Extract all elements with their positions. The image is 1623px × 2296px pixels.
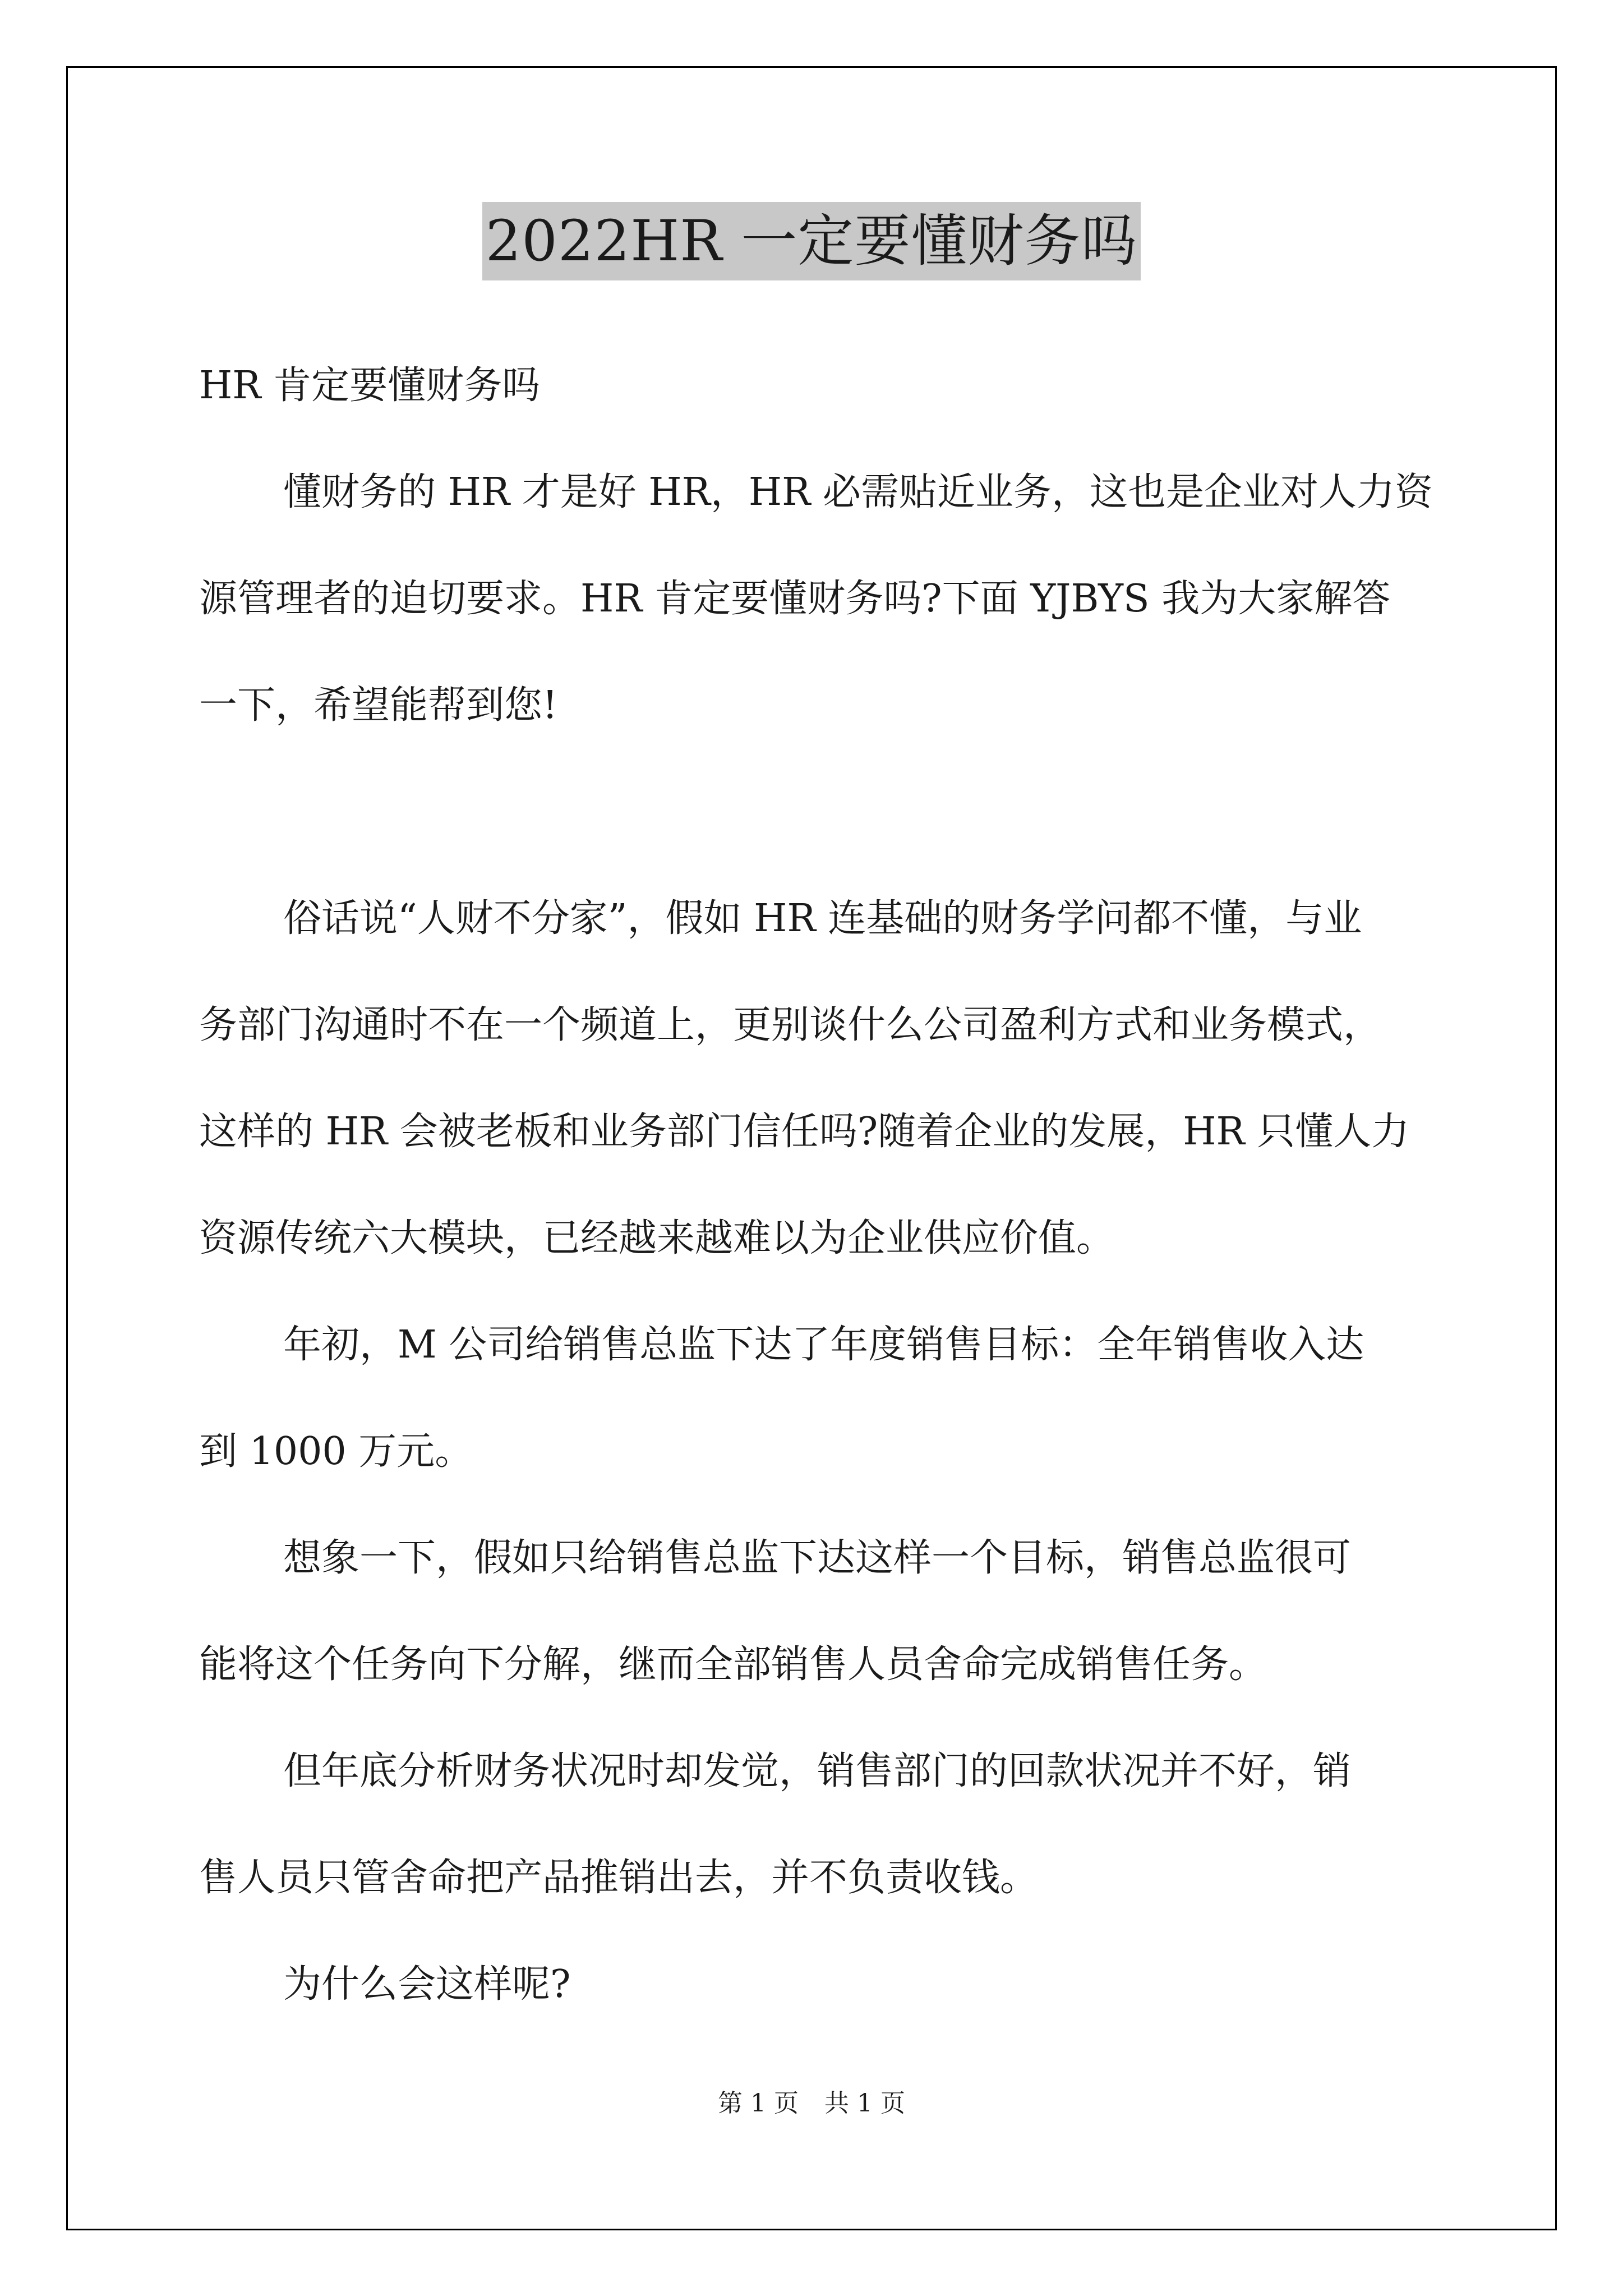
paragraph-line: 售人员只管舍命把产品推销出去，并不负责收钱。 bbox=[199, 1856, 1039, 1900]
document-title: 2022HR 一定要懂财务吗 bbox=[482, 202, 1141, 280]
paragraph-line: 一下，希望能帮到您! bbox=[199, 683, 558, 728]
paragraph-line: 为什么会这样呢? bbox=[283, 1962, 571, 2007]
paragraph-line: 这样的 HR 会被老板和业务部门信任吗?随着企业的发展，HR 只懂人力 bbox=[199, 1110, 1410, 1154]
paragraph-line: 俗话说“人财不分家”，假如 HR 连基础的财务学问都不懂，与业 bbox=[283, 896, 1362, 941]
page-total: 共 1 页 bbox=[824, 2089, 905, 2118]
paragraph-line: 资源传统六大模块，已经越来越难以为企业供应价值。 bbox=[199, 1216, 1115, 1260]
paragraph-line: 但年底分析财务状况时却发觉，销售部门的回款状况并不好，销 bbox=[283, 1749, 1352, 1793]
page-footer bbox=[0, 2087, 1623, 2120]
paragraph-line: 想象一下，假如只给销售总监下达这样一个目标，销售总监很可 bbox=[283, 1536, 1352, 1580]
paragraph-line: 能将这个任务向下分解，继而全部销售人员舍命完成销售任务。 bbox=[199, 1642, 1267, 1687]
title-container bbox=[0, 202, 1623, 280]
paragraph-line: 年初，M 公司给销售总监下达了年度销售目标：全年销售收入达 bbox=[283, 1323, 1364, 1367]
paragraph-line: 务部门沟通时不在一个频道上，更别谈什么公司盈利方式和业务模式， bbox=[199, 1003, 1382, 1047]
paragraph-line: 到 1000 万元。 bbox=[199, 1429, 473, 1474]
subtitle-line: HR 肯定要懂财务吗 bbox=[199, 364, 541, 408]
paragraph-line: 懂财务的 HR 才是好 HR，HR 必需贴近业务，这也是企业对人力资 bbox=[283, 470, 1433, 514]
paragraph-line: 源管理者的迫切要求。HR 肯定要懂财务吗?下面 YJBYS 我为大家解答 bbox=[199, 577, 1391, 621]
page-number: 第 1 页 bbox=[718, 2089, 799, 2118]
